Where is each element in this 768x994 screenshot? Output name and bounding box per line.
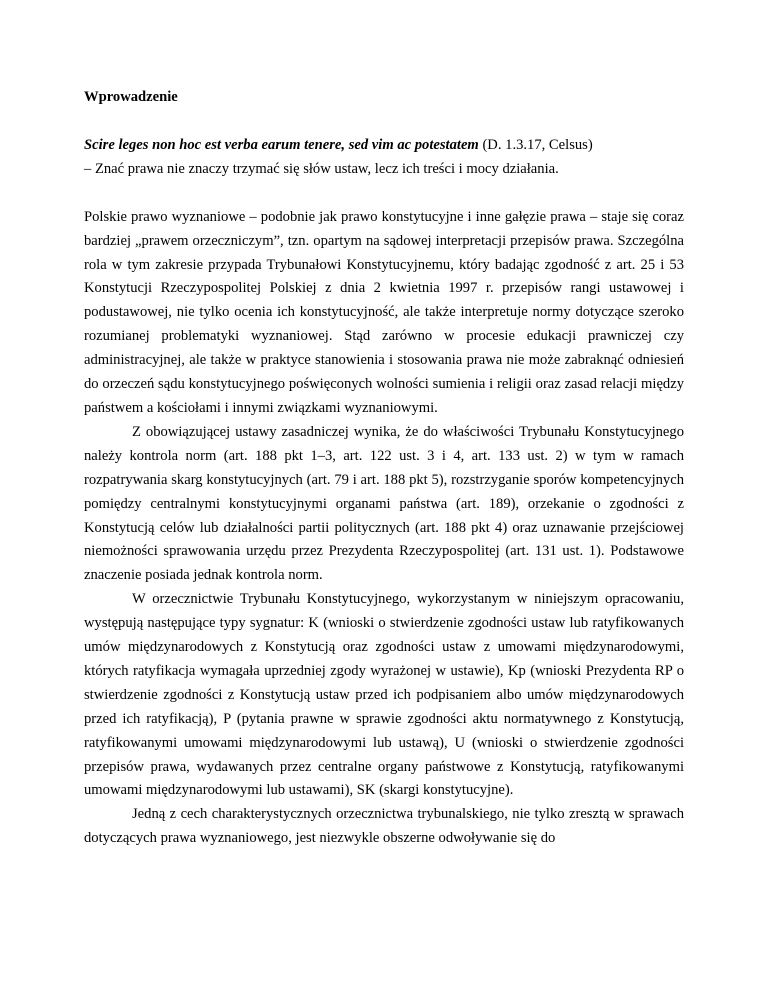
paragraph-3: W orzecznictwie Trybunału Konstytucyjnego, wykorzystanym w niniejszym opracowaniu, występują następujące typy sygnatur: K (wnioski o stwierdzenie zgodności ustaw lub ratyfikowanych umów międzynarodowych z Konstytucją oraz zgodności ustaw z umowami międzynarodowymi, których ratyfikacja wymagała uprzedniej zgody wyrażonej w ustawie), Kp (wnioski Prezydenta RP o stwierdzenie zgodności z Konstytucją ustaw przed ich podpisaniem albo umów międzynarodowych przed ich ratyfikacją), P (pytania prawne w sprawie zgodności aktu normatywnego z Konstytucją, ratyfikowanymi umowami międzynarodowymi lub ustawą), U (wnioski o stwierdzenie zgodności przepisów prawa, wydawanych przez centralne organy państwowe z Konstytucją, ratyfikowanymi umowami międzynarodowymi lub ustawami), SK (skargi konstytucyjne).: [84, 591, 684, 799]
motto-translation: – Znać prawa nie znaczy trzymać się słów ustaw, lecz ich treści i mocy działania.: [84, 160, 559, 177]
document-body: [84, 86, 684, 851]
section-heading: Wprowadzenie: [84, 89, 178, 105]
paragraph-2: Z obowiązującej ustawy zasadniczej wynika, że do właściwości Trybunału Konstytucyjnego należy kontrola norm (art. 188 pkt 1–3, art. 122 ust. 3 i 4, art. 133 ust. 2) w tym w ramach rozpatrywania skarg konstytucyjnych (art. 79 i art. 188 pkt 5), rozstrzyganie sporów kompetencyjnych pomiędzy centralnymi konstytucyjnymi organami państwa (art. 189), orzekanie o zgodności z Konstytucją celów lub działalności partii politycznych (art. 188 pkt 4) oraz uznawanie przejściowej niemożności sprawowania urzędu przez Prezydenta Rzeczypospolitej (art. 131 ust. 1). Podstawowe znaczenie posiada jednak kontrola norm.: [84, 423, 684, 584]
motto: [84, 134, 684, 182]
motto-citation: (D. 1.3.17, Celsus): [478, 136, 593, 153]
motto-latin: Scire leges non hoc est verba earum tenere, sed vim ac potestatem: [84, 136, 479, 153]
paragraph-1: Polskie prawo wyznaniowe – podobnie jak prawo konstytucyjne i inne gałęzie prawa – staje się coraz bardziej „prawem orzeczniczym”, tzn. opartym na sądowej interpretacji przepisów prawa. Szczególna rola w tym zakresie przypada Trybunałowi Konstytucyjnemu, który badając zgodność z art. 25 i 53 Konstytucji Rzeczypospolitej Polskiej z dnia 2 kwietnia 1997 r. przepisów rangi ustawowej i podustawowej, nie tylko ocenia ich konstytucyjność, ale także interpretuje normy dotyczące szeroko rozumianej problematyki wyznaniowej. Stąd zarówno w procesie edukacji prawniczej czy administracyjnej, ale także w praktyce stanowienia i stosowania prawa nie może zabraknąć odniesień do orzeczeń sądu konstytucyjnego poświęconych wolności sumienia i religii oraz zasad relacji między państwem a kościołami i innymi związkami wyznaniowymi.: [84, 208, 684, 416]
paragraph-4: Jedną z cech charakterystycznych orzecznictwa trybunalskiego, nie tylko zresztą w sprawach dotyczących prawa wyznaniowego, jest niezwykle obszerne odwoływanie się do: [84, 806, 684, 847]
